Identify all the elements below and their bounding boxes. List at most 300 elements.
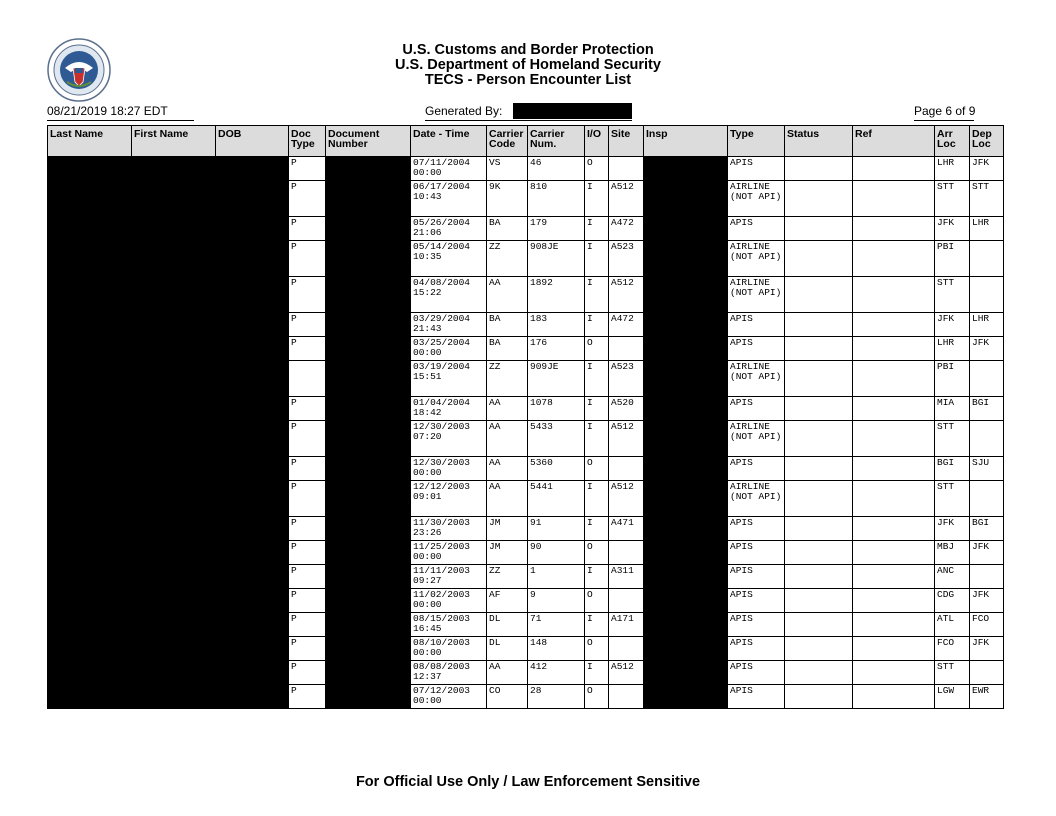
type-cell: AIRLINE (NOT API) — [728, 277, 785, 313]
header-underline — [425, 120, 632, 121]
table-row — [48, 481, 1004, 517]
doc-type-cell: P — [289, 241, 326, 277]
column-header: Date - Time — [411, 126, 487, 157]
carrier-code-cell: AA — [487, 421, 528, 457]
document-number-cell — [326, 685, 411, 709]
arr-loc-cell: MBJ — [935, 541, 970, 565]
insp-cell — [644, 157, 728, 181]
column-header: Document Number — [326, 126, 411, 157]
table-row — [48, 277, 1004, 313]
generated-date: 08/21/2019 18:27 EDT — [47, 104, 168, 118]
last-name-cell — [48, 541, 132, 565]
document-number-cell — [326, 457, 411, 481]
dep-loc-cell — [970, 661, 1004, 685]
arr-loc-cell: STT — [935, 181, 970, 217]
document-number-cell — [326, 361, 411, 397]
carrier-num-cell: 179 — [528, 217, 585, 241]
type-cell: APIS — [728, 517, 785, 541]
ref-cell — [853, 181, 935, 217]
first-name-cell — [132, 517, 216, 541]
arr-loc-cell: JFK — [935, 313, 970, 337]
dep-loc-cell: JFK — [970, 541, 1004, 565]
table-row — [48, 637, 1004, 661]
last-name-cell — [48, 613, 132, 637]
site-cell: A512 — [609, 481, 644, 517]
dob-cell — [216, 541, 289, 565]
arr-loc-cell: FCO — [935, 637, 970, 661]
dob-cell — [216, 517, 289, 541]
carrier-code-cell: AA — [487, 457, 528, 481]
io-cell: I — [585, 181, 609, 217]
type-cell: APIS — [728, 157, 785, 181]
arr-loc-cell: LGW — [935, 685, 970, 709]
site-cell: A311 — [609, 565, 644, 589]
first-name-cell — [132, 361, 216, 397]
arr-loc-cell: CDG — [935, 589, 970, 613]
ref-cell — [853, 397, 935, 421]
doc-type-cell: P — [289, 337, 326, 361]
ref-cell — [853, 541, 935, 565]
carrier-code-cell: DL — [487, 637, 528, 661]
last-name-cell — [48, 361, 132, 397]
ref-cell — [853, 157, 935, 181]
insp-cell — [644, 361, 728, 397]
first-name-cell — [132, 589, 216, 613]
carrier-num-cell: 1892 — [528, 277, 585, 313]
insp-cell — [644, 397, 728, 421]
last-name-cell — [48, 481, 132, 517]
dob-cell — [216, 481, 289, 517]
table-row — [48, 613, 1004, 637]
ref-cell — [853, 685, 935, 709]
arr-loc-cell: STT — [935, 481, 970, 517]
arr-loc-cell: LHR — [935, 337, 970, 361]
table-row — [48, 241, 1004, 277]
date-time-cell: 12/30/2003 00:00 — [411, 457, 487, 481]
doc-type-cell: P — [289, 277, 326, 313]
io-cell: I — [585, 481, 609, 517]
carrier-code-cell: BA — [487, 337, 528, 361]
page-number: Page 6 of 9 — [914, 104, 976, 118]
dep-loc-cell — [970, 481, 1004, 517]
status-cell — [785, 565, 853, 589]
carrier-num-cell: 183 — [528, 313, 585, 337]
io-cell: I — [585, 517, 609, 541]
carrier-num-cell: 810 — [528, 181, 585, 217]
last-name-cell — [48, 397, 132, 421]
date-time-cell: 03/25/2004 00:00 — [411, 337, 487, 361]
status-cell — [785, 157, 853, 181]
status-cell — [785, 181, 853, 217]
document-number-cell — [326, 157, 411, 181]
document-number-cell — [326, 541, 411, 565]
carrier-code-cell: VS — [487, 157, 528, 181]
insp-cell — [644, 661, 728, 685]
insp-cell — [644, 217, 728, 241]
doc-type-cell: P — [289, 589, 326, 613]
redaction-box — [513, 103, 632, 119]
site-cell: A171 — [609, 613, 644, 637]
last-name-cell — [48, 337, 132, 361]
date-time-cell: 11/11/2003 09:27 — [411, 565, 487, 589]
doc-type-cell: P — [289, 517, 326, 541]
document-number-cell — [326, 637, 411, 661]
table-row — [48, 685, 1004, 709]
status-cell — [785, 637, 853, 661]
arr-loc-cell: MIA — [935, 397, 970, 421]
insp-cell — [644, 421, 728, 457]
table-row — [48, 661, 1004, 685]
first-name-cell — [132, 613, 216, 637]
carrier-code-cell: ZZ — [487, 361, 528, 397]
dob-cell — [216, 181, 289, 217]
doc-type-cell: P — [289, 565, 326, 589]
io-cell: I — [585, 241, 609, 277]
title-line-agency: U.S. Customs and Border Protection — [402, 42, 654, 58]
type-cell: APIS — [728, 613, 785, 637]
carrier-code-cell: AA — [487, 481, 528, 517]
ref-cell — [853, 565, 935, 589]
site-cell — [609, 157, 644, 181]
arr-loc-cell: STT — [935, 421, 970, 457]
io-cell: O — [585, 541, 609, 565]
type-cell: AIRLINE (NOT API) — [728, 181, 785, 217]
doc-type-cell: P — [289, 313, 326, 337]
first-name-cell — [132, 241, 216, 277]
io-cell: I — [585, 397, 609, 421]
table-row — [48, 361, 1004, 397]
dob-cell — [216, 457, 289, 481]
dob-cell — [216, 565, 289, 589]
first-name-cell — [132, 217, 216, 241]
document-number-cell — [326, 613, 411, 637]
insp-cell — [644, 589, 728, 613]
dep-loc-cell — [970, 241, 1004, 277]
doc-type-cell: P — [289, 661, 326, 685]
type-cell: AIRLINE (NOT API) — [728, 361, 785, 397]
table-row — [48, 337, 1004, 361]
date-time-cell: 12/12/2003 09:01 — [411, 481, 487, 517]
ref-cell — [853, 217, 935, 241]
document-number-cell — [326, 217, 411, 241]
type-cell: APIS — [728, 217, 785, 241]
column-header: Ref — [853, 126, 935, 157]
column-header: Arr Loc — [935, 126, 970, 157]
io-cell: I — [585, 361, 609, 397]
type-cell: APIS — [728, 313, 785, 337]
carrier-num-cell: 148 — [528, 637, 585, 661]
table-row — [48, 517, 1004, 541]
status-cell — [785, 517, 853, 541]
header-underline — [47, 120, 194, 121]
carrier-code-cell: JM — [487, 517, 528, 541]
date-time-cell: 11/25/2003 00:00 — [411, 541, 487, 565]
date-time-cell: 08/08/2003 12:37 — [411, 661, 487, 685]
carrier-code-cell: ZZ — [487, 241, 528, 277]
table-row — [48, 313, 1004, 337]
first-name-cell — [132, 457, 216, 481]
ref-cell — [853, 481, 935, 517]
ref-cell — [853, 337, 935, 361]
ref-cell — [853, 517, 935, 541]
column-header: Carrier Num. — [528, 126, 585, 157]
document-number-cell — [326, 565, 411, 589]
carrier-num-cell: 5360 — [528, 457, 585, 481]
column-header: Insp — [644, 126, 728, 157]
status-cell — [785, 589, 853, 613]
date-time-cell: 03/19/2004 15:51 — [411, 361, 487, 397]
first-name-cell — [132, 685, 216, 709]
carrier-num-cell: 91 — [528, 517, 585, 541]
title-line-report: TECS - Person Encounter List — [424, 72, 632, 88]
table-row — [48, 589, 1004, 613]
first-name-cell — [132, 481, 216, 517]
site-cell: A512 — [609, 181, 644, 217]
date-time-cell: 05/26/2004 21:06 — [411, 217, 487, 241]
carrier-code-cell: AF — [487, 589, 528, 613]
date-time-cell: 07/11/2004 00:00 — [411, 157, 487, 181]
dob-cell — [216, 637, 289, 661]
insp-cell — [644, 457, 728, 481]
status-cell — [785, 457, 853, 481]
table-row — [48, 397, 1004, 421]
dep-loc-cell: LHR — [970, 217, 1004, 241]
insp-cell — [644, 613, 728, 637]
dep-loc-cell: JFK — [970, 337, 1004, 361]
dob-cell — [216, 685, 289, 709]
first-name-cell — [132, 637, 216, 661]
table-row — [48, 565, 1004, 589]
document-number-cell — [326, 589, 411, 613]
last-name-cell — [48, 157, 132, 181]
doc-type-cell: P — [289, 157, 326, 181]
insp-cell — [644, 481, 728, 517]
first-name-cell — [132, 421, 216, 457]
last-name-cell — [48, 661, 132, 685]
title-line-department: U.S. Department of Homeland Security — [395, 57, 661, 73]
ref-cell — [853, 277, 935, 313]
insp-cell — [644, 685, 728, 709]
dob-cell — [216, 361, 289, 397]
arr-loc-cell: JFK — [935, 217, 970, 241]
site-cell: A523 — [609, 241, 644, 277]
carrier-code-cell: ZZ — [487, 565, 528, 589]
document-number-cell — [326, 661, 411, 685]
carrier-num-cell: 176 — [528, 337, 585, 361]
site-cell: A512 — [609, 661, 644, 685]
carrier-code-cell: JM — [487, 541, 528, 565]
site-cell — [609, 541, 644, 565]
doc-type-cell: P — [289, 397, 326, 421]
io-cell: I — [585, 277, 609, 313]
status-cell — [785, 313, 853, 337]
first-name-cell — [132, 157, 216, 181]
type-cell: APIS — [728, 457, 785, 481]
arr-loc-cell: PBI — [935, 361, 970, 397]
dob-cell — [216, 421, 289, 457]
carrier-num-cell: 46 — [528, 157, 585, 181]
type-cell: APIS — [728, 541, 785, 565]
type-cell: APIS — [728, 337, 785, 361]
carrier-num-cell: 1 — [528, 565, 585, 589]
carrier-num-cell: 908JE — [528, 241, 585, 277]
carrier-num-cell: 90 — [528, 541, 585, 565]
dep-loc-cell: JFK — [970, 589, 1004, 613]
date-time-cell: 03/29/2004 21:43 — [411, 313, 487, 337]
dep-loc-cell: SJU — [970, 457, 1004, 481]
table-body — [48, 157, 1004, 709]
date-time-cell: 06/17/2004 10:43 — [411, 181, 487, 217]
type-cell: APIS — [728, 589, 785, 613]
footer-classification: For Official Use Only / Law Enforcement Sensitive — [355, 774, 701, 790]
first-name-cell — [132, 337, 216, 361]
doc-type-cell: P — [289, 541, 326, 565]
carrier-num-cell: 9 — [528, 589, 585, 613]
dep-loc-cell: FCO — [970, 613, 1004, 637]
dep-loc-cell — [970, 565, 1004, 589]
date-time-cell: 08/15/2003 16:45 — [411, 613, 487, 637]
dep-loc-cell: BGI — [970, 397, 1004, 421]
type-cell: AIRLINE (NOT API) — [728, 421, 785, 457]
dep-loc-cell: STT — [970, 181, 1004, 217]
table-header-row — [48, 126, 1004, 157]
column-header: Doc Type — [289, 126, 326, 157]
first-name-cell — [132, 181, 216, 217]
carrier-num-cell: 28 — [528, 685, 585, 709]
site-cell: A471 — [609, 517, 644, 541]
doc-type-cell: P — [289, 421, 326, 457]
date-time-cell: 11/30/2003 23:26 — [411, 517, 487, 541]
io-cell: O — [585, 637, 609, 661]
carrier-code-cell: AA — [487, 397, 528, 421]
document-number-cell — [326, 277, 411, 313]
status-cell — [785, 277, 853, 313]
site-cell — [609, 337, 644, 361]
carrier-num-cell: 5441 — [528, 481, 585, 517]
dob-cell — [216, 217, 289, 241]
document-number-cell — [326, 313, 411, 337]
io-cell: I — [585, 313, 609, 337]
status-cell — [785, 361, 853, 397]
status-cell — [785, 541, 853, 565]
carrier-num-cell: 71 — [528, 613, 585, 637]
io-cell: O — [585, 589, 609, 613]
carrier-num-cell: 1078 — [528, 397, 585, 421]
arr-loc-cell: STT — [935, 277, 970, 313]
arr-loc-cell: JFK — [935, 517, 970, 541]
date-time-cell: 04/08/2004 15:22 — [411, 277, 487, 313]
column-header: Carrier Code — [487, 126, 528, 157]
ref-cell — [853, 637, 935, 661]
document-number-cell — [326, 421, 411, 457]
dep-loc-cell — [970, 277, 1004, 313]
type-cell: APIS — [728, 685, 785, 709]
insp-cell — [644, 313, 728, 337]
document-number-cell — [326, 181, 411, 217]
site-cell — [609, 637, 644, 661]
column-header: Site — [609, 126, 644, 157]
document-number-cell — [326, 481, 411, 517]
io-cell: O — [585, 157, 609, 181]
site-cell: A520 — [609, 397, 644, 421]
io-cell: O — [585, 337, 609, 361]
last-name-cell — [48, 517, 132, 541]
insp-cell — [644, 541, 728, 565]
carrier-code-cell: DL — [487, 613, 528, 637]
site-cell: A512 — [609, 421, 644, 457]
insp-cell — [644, 277, 728, 313]
dep-loc-cell — [970, 361, 1004, 397]
ref-cell — [853, 589, 935, 613]
header-underline — [914, 120, 974, 121]
last-name-cell — [48, 457, 132, 481]
first-name-cell — [132, 277, 216, 313]
column-header: DOB — [216, 126, 289, 157]
generated-by-label: Generated By: — [425, 104, 503, 118]
ref-cell — [853, 421, 935, 457]
last-name-cell — [48, 277, 132, 313]
last-name-cell — [48, 589, 132, 613]
date-time-cell: 08/10/2003 00:00 — [411, 637, 487, 661]
first-name-cell — [132, 313, 216, 337]
last-name-cell — [48, 685, 132, 709]
column-header: Type — [728, 126, 785, 157]
site-cell: A472 — [609, 313, 644, 337]
insp-cell — [644, 181, 728, 217]
insp-cell — [644, 517, 728, 541]
insp-cell — [644, 337, 728, 361]
io-cell: I — [585, 217, 609, 241]
insp-cell — [644, 565, 728, 589]
status-cell — [785, 337, 853, 361]
table-row — [48, 157, 1004, 181]
status-cell — [785, 217, 853, 241]
status-cell — [785, 241, 853, 277]
dob-cell — [216, 241, 289, 277]
first-name-cell — [132, 661, 216, 685]
doc-type-cell: P — [289, 637, 326, 661]
io-cell: I — [585, 421, 609, 457]
io-cell: O — [585, 457, 609, 481]
doc-type-cell: P — [289, 685, 326, 709]
arr-loc-cell: LHR — [935, 157, 970, 181]
type-cell: APIS — [728, 661, 785, 685]
status-cell — [785, 613, 853, 637]
dep-loc-cell: EWR — [970, 685, 1004, 709]
report-title-block — [0, 43, 1056, 88]
dep-loc-cell: LHR — [970, 313, 1004, 337]
arr-loc-cell: STT — [935, 661, 970, 685]
date-time-cell: 11/02/2003 00:00 — [411, 589, 487, 613]
ref-cell — [853, 361, 935, 397]
column-header: Status — [785, 126, 853, 157]
io-cell: O — [585, 685, 609, 709]
carrier-code-cell: BA — [487, 217, 528, 241]
type-cell: APIS — [728, 397, 785, 421]
last-name-cell — [48, 217, 132, 241]
site-cell: A512 — [609, 277, 644, 313]
carrier-code-cell: BA — [487, 313, 528, 337]
type-cell: AIRLINE (NOT API) — [728, 481, 785, 517]
carrier-code-cell: AA — [487, 661, 528, 685]
date-time-cell: 05/14/2004 10:35 — [411, 241, 487, 277]
io-cell: I — [585, 565, 609, 589]
last-name-cell — [48, 421, 132, 457]
doc-type-cell: P — [289, 481, 326, 517]
first-name-cell — [132, 565, 216, 589]
io-cell: I — [585, 613, 609, 637]
arr-loc-cell: ANC — [935, 565, 970, 589]
